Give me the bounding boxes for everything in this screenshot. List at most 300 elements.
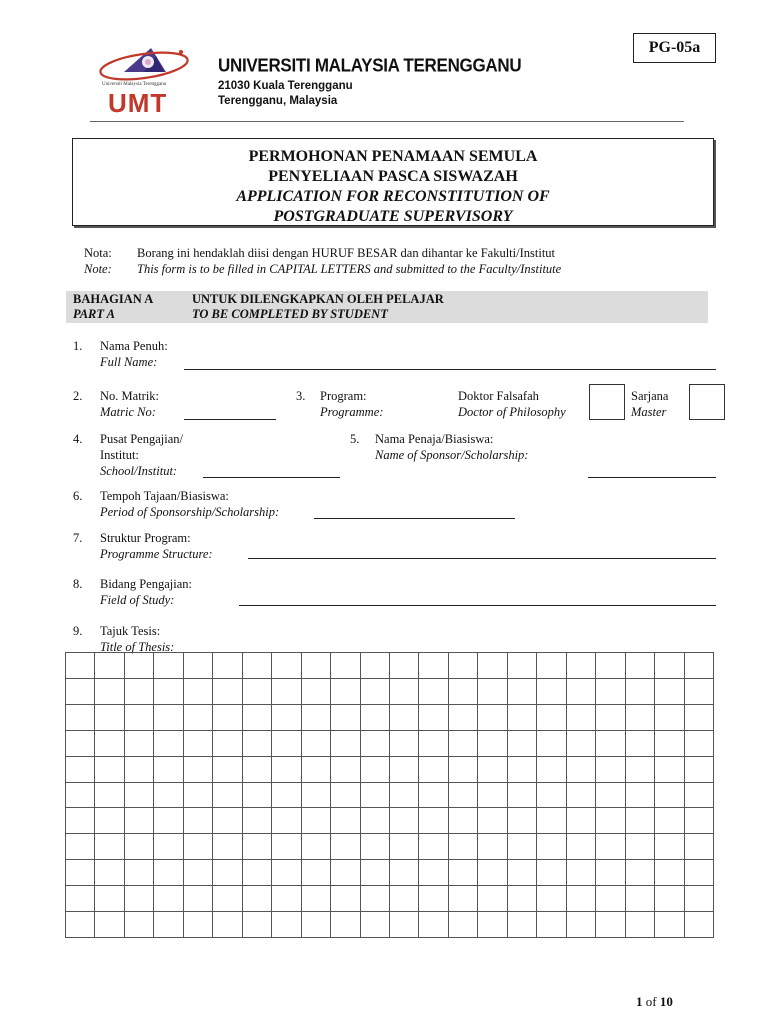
- thesis-grid-cell[interactable]: [66, 704, 95, 730]
- thesis-grid-cell[interactable]: [419, 808, 448, 834]
- programme-structure-input[interactable]: [248, 558, 716, 559]
- thesis-grid-cell[interactable]: [507, 860, 536, 886]
- thesis-grid-cell[interactable]: [596, 808, 625, 834]
- thesis-grid-cell[interactable]: [360, 808, 389, 834]
- thesis-grid-cell[interactable]: [389, 678, 418, 704]
- thesis-grid-cell[interactable]: [331, 653, 360, 679]
- thesis-grid-cell[interactable]: [301, 808, 330, 834]
- thesis-grid-cell[interactable]: [331, 704, 360, 730]
- sponsorship-period-label: Tempoh Tajaan/Biasiswa:: [100, 489, 229, 503]
- thesis-grid-cell[interactable]: [301, 886, 330, 912]
- thesis-grid-cell[interactable]: [596, 653, 625, 679]
- thesis-grid-cell[interactable]: [684, 886, 713, 912]
- field-6-number: 6.: [73, 489, 83, 503]
- thesis-grid-cell[interactable]: [242, 808, 271, 834]
- page-total: 10: [659, 994, 673, 1009]
- thesis-grid-cell[interactable]: [478, 912, 507, 938]
- thesis-grid-cell[interactable]: [507, 756, 536, 782]
- thesis-grid-cell[interactable]: [124, 912, 153, 938]
- thesis-grid-cell[interactable]: [95, 782, 124, 808]
- thesis-grid-cell[interactable]: [684, 678, 713, 704]
- thesis-grid-cell[interactable]: [301, 653, 330, 679]
- thesis-grid-cell[interactable]: [625, 756, 654, 782]
- thesis-grid-cell[interactable]: [360, 886, 389, 912]
- title-line-4: POSTGRADUATE SUPERVISORY: [273, 208, 513, 225]
- thesis-grid-cell[interactable]: [448, 912, 477, 938]
- thesis-grid-cell[interactable]: [213, 834, 242, 860]
- thesis-grid-cell[interactable]: [507, 678, 536, 704]
- title-line-3: APPLICATION FOR RECONSTITUTION OF: [236, 188, 550, 205]
- note-label-en: Note:: [84, 262, 112, 276]
- page-number: [636, 994, 673, 1010]
- thesis-grid-cell[interactable]: [301, 756, 330, 782]
- thesis-grid-cell[interactable]: [419, 730, 448, 756]
- thesis-grid-cell[interactable]: [95, 860, 124, 886]
- thesis-grid-cell[interactable]: [66, 653, 95, 679]
- thesis-title-grid[interactable]: [65, 652, 714, 938]
- thesis-grid-cell[interactable]: [154, 886, 183, 912]
- thesis-grid-cell[interactable]: [242, 782, 271, 808]
- thesis-grid-cell[interactable]: [478, 704, 507, 730]
- thesis-grid-cell[interactable]: [331, 808, 360, 834]
- thesis-grid-cell[interactable]: [419, 756, 448, 782]
- thesis-grid-cell[interactable]: [360, 704, 389, 730]
- thesis-grid-cell[interactable]: [537, 834, 566, 860]
- thesis-grid-cell[interactable]: [183, 886, 212, 912]
- thesis-grid-cell[interactable]: [684, 704, 713, 730]
- thesis-grid-cell[interactable]: [625, 886, 654, 912]
- field-7-number: 7.: [73, 531, 83, 545]
- thesis-grid-cell[interactable]: [95, 886, 124, 912]
- thesis-grid-cell[interactable]: [537, 808, 566, 834]
- page-of-label: of: [645, 994, 657, 1009]
- thesis-grid-cell[interactable]: [596, 730, 625, 756]
- thesis-grid-cell[interactable]: [625, 912, 654, 938]
- thesis-grid-cell[interactable]: [95, 678, 124, 704]
- thesis-grid-cell[interactable]: [272, 782, 301, 808]
- thesis-grid-cell[interactable]: [95, 808, 124, 834]
- thesis-grid-cell[interactable]: [95, 653, 124, 679]
- sponsorship-period-label-en: Period of Sponsorship/Scholarship:: [100, 505, 280, 519]
- thesis-grid-cell[interactable]: [360, 653, 389, 679]
- thesis-grid-cell[interactable]: [625, 834, 654, 860]
- thesis-grid-cell[interactable]: [507, 653, 536, 679]
- thesis-grid-row: [66, 808, 714, 834]
- umt-logo: [96, 42, 190, 118]
- thesis-grid-cell[interactable]: [507, 730, 536, 756]
- thesis-grid-cell[interactable]: [124, 860, 153, 886]
- thesis-grid-cell[interactable]: [213, 704, 242, 730]
- thesis-grid-cell[interactable]: [154, 860, 183, 886]
- sponsor-label-en: Name of Sponsor/Scholarship:: [375, 448, 529, 462]
- thesis-grid-cell[interactable]: [625, 860, 654, 886]
- thesis-grid-cell[interactable]: [331, 782, 360, 808]
- thesis-grid-row: [66, 860, 714, 886]
- address-line-1: 21030 Kuala Terengganu: [218, 80, 353, 92]
- thesis-grid-cell[interactable]: [655, 834, 684, 860]
- thesis-grid-cell[interactable]: [478, 886, 507, 912]
- thesis-grid-cell[interactable]: [124, 808, 153, 834]
- thesis-grid-cell[interactable]: [684, 912, 713, 938]
- thesis-grid-cell[interactable]: [242, 704, 271, 730]
- thesis-grid-cell[interactable]: [124, 782, 153, 808]
- thesis-grid-cell[interactable]: [301, 730, 330, 756]
- thesis-grid-row: [66, 886, 714, 912]
- thesis-grid-cell[interactable]: [183, 653, 212, 679]
- thesis-grid-cell[interactable]: [389, 782, 418, 808]
- thesis-grid-cell[interactable]: [596, 860, 625, 886]
- master-checkbox[interactable]: [689, 384, 725, 420]
- thesis-grid-cell[interactable]: [66, 808, 95, 834]
- school-input[interactable]: [203, 477, 340, 478]
- thesis-grid-cell[interactable]: [331, 756, 360, 782]
- thesis-title-label: Tajuk Tesis:: [100, 624, 161, 638]
- thesis-grid-cell[interactable]: [242, 912, 271, 938]
- thesis-grid-cell[interactable]: [537, 704, 566, 730]
- thesis-grid-cell[interactable]: [360, 782, 389, 808]
- thesis-grid-cell[interactable]: [684, 782, 713, 808]
- thesis-grid-cell[interactable]: [301, 704, 330, 730]
- programme-structure-label: Struktur Program:: [100, 531, 191, 545]
- thesis-grid-cell[interactable]: [684, 834, 713, 860]
- thesis-grid-cell[interactable]: [360, 730, 389, 756]
- full-name-input[interactable]: [184, 369, 716, 370]
- thesis-grid-cell[interactable]: [213, 912, 242, 938]
- thesis-grid-cell[interactable]: [655, 756, 684, 782]
- thesis-grid-cell[interactable]: [66, 730, 95, 756]
- thesis-grid-cell[interactable]: [537, 653, 566, 679]
- thesis-grid-cell[interactable]: [183, 860, 212, 886]
- thesis-grid-cell[interactable]: [478, 730, 507, 756]
- thesis-grid-cell[interactable]: [419, 834, 448, 860]
- thesis-grid-cell[interactable]: [596, 886, 625, 912]
- thesis-grid-cell[interactable]: [242, 678, 271, 704]
- thesis-grid-cell[interactable]: [596, 912, 625, 938]
- thesis-grid-cell[interactable]: [301, 782, 330, 808]
- thesis-grid-cell[interactable]: [566, 912, 595, 938]
- field-of-study-input[interactable]: [239, 605, 716, 606]
- thesis-grid-cell[interactable]: [66, 678, 95, 704]
- title-line-1: PERMOHONAN PENAMAAN SEMULA: [248, 148, 538, 165]
- thesis-grid-cell[interactable]: [124, 704, 153, 730]
- thesis-grid-cell[interactable]: [272, 912, 301, 938]
- thesis-grid-cell[interactable]: [596, 782, 625, 808]
- thesis-grid-cell[interactable]: [448, 886, 477, 912]
- thesis-grid-cell[interactable]: [655, 808, 684, 834]
- thesis-grid-cell[interactable]: [301, 678, 330, 704]
- thesis-grid-row: [66, 704, 714, 730]
- thesis-grid-cell[interactable]: [331, 730, 360, 756]
- thesis-grid-cell[interactable]: [478, 860, 507, 886]
- thesis-grid-cell[interactable]: [154, 653, 183, 679]
- part-label-en: PART A: [73, 307, 116, 321]
- address-line-2: Terengganu, Malaysia: [218, 95, 338, 107]
- thesis-grid-cell[interactable]: [596, 834, 625, 860]
- thesis-grid-cell[interactable]: [389, 756, 418, 782]
- field-8-number: 8.: [73, 577, 83, 591]
- full-name-label: Nama Penuh:: [100, 339, 168, 353]
- thesis-grid-cell[interactable]: [213, 756, 242, 782]
- thesis-grid-cell[interactable]: [684, 730, 713, 756]
- thesis-grid-cell[interactable]: [596, 678, 625, 704]
- thesis-grid-cell[interactable]: [242, 860, 271, 886]
- thesis-grid-cell[interactable]: [507, 704, 536, 730]
- thesis-grid-cell[interactable]: [684, 653, 713, 679]
- thesis-grid-cell[interactable]: [478, 653, 507, 679]
- thesis-grid-cell[interactable]: [448, 704, 477, 730]
- thesis-grid-cell[interactable]: [213, 730, 242, 756]
- thesis-grid-cell[interactable]: [301, 834, 330, 860]
- thesis-grid-cell[interactable]: [360, 678, 389, 704]
- full-name-label-en: Full Name:: [100, 355, 158, 369]
- thesis-grid-cell[interactable]: [66, 860, 95, 886]
- thesis-grid-cell[interactable]: [66, 912, 95, 938]
- thesis-grid-cell[interactable]: [242, 756, 271, 782]
- option-phd-label-en: Doctor of Philosophy: [458, 405, 566, 419]
- thesis-grid-cell[interactable]: [389, 860, 418, 886]
- thesis-grid-cell[interactable]: [448, 756, 477, 782]
- thesis-grid-cell[interactable]: [95, 756, 124, 782]
- thesis-grid-cell[interactable]: [331, 886, 360, 912]
- part-a-header: [66, 291, 708, 323]
- thesis-grid-cell[interactable]: [596, 704, 625, 730]
- sponsorship-period-input[interactable]: [314, 518, 515, 519]
- thesis-grid-cell[interactable]: [419, 782, 448, 808]
- thesis-grid-cell[interactable]: [625, 730, 654, 756]
- thesis-grid-cell[interactable]: [66, 886, 95, 912]
- thesis-grid-cell[interactable]: [389, 653, 418, 679]
- thesis-grid-cell[interactable]: [66, 834, 95, 860]
- thesis-grid-cell[interactable]: [360, 756, 389, 782]
- page-current: 1: [636, 994, 643, 1009]
- thesis-grid-cell[interactable]: [331, 834, 360, 860]
- thesis-grid-cell[interactable]: [389, 886, 418, 912]
- programme-label: Program:: [320, 389, 367, 403]
- thesis-grid-cell[interactable]: [419, 704, 448, 730]
- thesis-grid-cell[interactable]: [154, 756, 183, 782]
- thesis-grid-cell[interactable]: [213, 886, 242, 912]
- field-of-study-label: Bidang Pengajian:: [100, 577, 192, 591]
- thesis-grid-cell[interactable]: [360, 834, 389, 860]
- thesis-grid-cell[interactable]: [389, 730, 418, 756]
- thesis-grid-cell[interactable]: [242, 730, 271, 756]
- thesis-grid-cell[interactable]: [272, 678, 301, 704]
- thesis-grid-cell[interactable]: [183, 730, 212, 756]
- thesis-grid-cell[interactable]: [183, 678, 212, 704]
- thesis-grid-cell[interactable]: [183, 782, 212, 808]
- note-label-ms: Nota:: [84, 246, 112, 260]
- thesis-grid-cell[interactable]: [448, 678, 477, 704]
- thesis-grid-cell[interactable]: [566, 860, 595, 886]
- thesis-grid-cell[interactable]: [360, 860, 389, 886]
- thesis-grid-cell[interactable]: [478, 782, 507, 808]
- thesis-grid-cell[interactable]: [331, 860, 360, 886]
- thesis-grid-cell[interactable]: [684, 808, 713, 834]
- thesis-grid-cell[interactable]: [625, 782, 654, 808]
- thesis-grid-cell[interactable]: [507, 782, 536, 808]
- thesis-grid-cell[interactable]: [124, 678, 153, 704]
- title-line-2: PENYELIAAN PASCA SISWAZAH: [268, 168, 518, 185]
- thesis-grid-cell[interactable]: [655, 678, 684, 704]
- thesis-grid-cell[interactable]: [360, 912, 389, 938]
- thesis-grid-cell[interactable]: [154, 782, 183, 808]
- thesis-grid-cell[interactable]: [389, 912, 418, 938]
- thesis-grid-cell[interactable]: [183, 704, 212, 730]
- thesis-grid-cell[interactable]: [448, 782, 477, 808]
- thesis-grid-cell[interactable]: [242, 653, 271, 679]
- thesis-grid-cell[interactable]: [124, 834, 153, 860]
- thesis-grid-cell[interactable]: [448, 653, 477, 679]
- thesis-grid-cell[interactable]: [625, 808, 654, 834]
- thesis-grid-cell[interactable]: [566, 730, 595, 756]
- field-9-number: 9.: [73, 624, 83, 638]
- thesis-grid-cell[interactable]: [242, 834, 271, 860]
- thesis-grid-cell[interactable]: [272, 834, 301, 860]
- sponsor-label: Nama Penaja/Biasiswa:: [375, 432, 494, 446]
- thesis-grid-cell[interactable]: [419, 653, 448, 679]
- thesis-grid-cell[interactable]: [566, 808, 595, 834]
- thesis-grid-cell[interactable]: [213, 653, 242, 679]
- thesis-grid-cell[interactable]: [213, 860, 242, 886]
- phd-checkbox[interactable]: [589, 384, 625, 420]
- thesis-grid-cell[interactable]: [566, 756, 595, 782]
- thesis-grid-cell[interactable]: [389, 808, 418, 834]
- thesis-grid-cell[interactable]: [655, 730, 684, 756]
- thesis-grid-cell[interactable]: [655, 912, 684, 938]
- thesis-grid-cell[interactable]: [478, 808, 507, 834]
- thesis-grid-cell[interactable]: [124, 653, 153, 679]
- thesis-grid-cell[interactable]: [272, 886, 301, 912]
- thesis-grid-cell[interactable]: [537, 730, 566, 756]
- thesis-grid-cell[interactable]: [154, 678, 183, 704]
- thesis-grid-cell[interactable]: [124, 756, 153, 782]
- thesis-grid-cell[interactable]: [478, 756, 507, 782]
- thesis-grid-cell[interactable]: [124, 730, 153, 756]
- thesis-grid-cell[interactable]: [419, 678, 448, 704]
- thesis-grid-cell[interactable]: [213, 808, 242, 834]
- thesis-grid-cell[interactable]: [272, 653, 301, 679]
- thesis-grid-cell[interactable]: [183, 808, 212, 834]
- form-code: PG-05a: [633, 33, 716, 63]
- thesis-grid-cell[interactable]: [154, 730, 183, 756]
- thesis-grid-cell[interactable]: [272, 860, 301, 886]
- thesis-grid-cell[interactable]: [419, 860, 448, 886]
- thesis-grid-cell[interactable]: [95, 704, 124, 730]
- thesis-grid-cell[interactable]: [154, 808, 183, 834]
- thesis-grid-cell[interactable]: [95, 912, 124, 938]
- thesis-grid-cell[interactable]: [655, 886, 684, 912]
- thesis-grid-cell[interactable]: [478, 834, 507, 860]
- thesis-grid-cell[interactable]: [507, 886, 536, 912]
- logo-tagline: Universiti Malaysia Terengganu: [102, 82, 167, 87]
- thesis-grid-cell[interactable]: [537, 912, 566, 938]
- thesis-grid-cell[interactable]: [154, 704, 183, 730]
- thesis-grid-row: [66, 756, 714, 782]
- school-label-en: School/Institut:: [100, 464, 178, 478]
- form-title: [72, 138, 714, 226]
- thesis-grid-cell[interactable]: [183, 756, 212, 782]
- thesis-grid-cell[interactable]: [95, 834, 124, 860]
- thesis-grid-cell[interactable]: [448, 860, 477, 886]
- thesis-grid-cell[interactable]: [301, 860, 330, 886]
- thesis-grid-cell[interactable]: [419, 886, 448, 912]
- thesis-grid-cell[interactable]: [448, 834, 477, 860]
- thesis-grid-cell[interactable]: [389, 834, 418, 860]
- thesis-grid-cell[interactable]: [124, 886, 153, 912]
- note-text-ms: Borang ini hendaklah diisi dengan HURUF BESAR dan dihantar ke Fakulti/Institut: [137, 246, 556, 260]
- field-of-study-label-en: Field of Study:: [100, 593, 175, 607]
- thesis-grid-cell[interactable]: [66, 782, 95, 808]
- thesis-grid-cell[interactable]: [507, 912, 536, 938]
- note-text-en: This form is to be filled in CAPITAL LETTERS and submitted to the Faculty/Institute: [137, 262, 562, 276]
- thesis-grid-cell[interactable]: [448, 808, 477, 834]
- thesis-grid-cell[interactable]: [213, 678, 242, 704]
- thesis-grid-cell[interactable]: [566, 834, 595, 860]
- thesis-grid-cell[interactable]: [655, 704, 684, 730]
- thesis-grid-row: [66, 912, 714, 938]
- thesis-grid-cell[interactable]: [655, 782, 684, 808]
- thesis-grid-cell[interactable]: [331, 678, 360, 704]
- thesis-grid-cell[interactable]: [625, 678, 654, 704]
- thesis-grid-cell[interactable]: [419, 912, 448, 938]
- thesis-grid-cell[interactable]: [95, 730, 124, 756]
- thesis-grid-cell[interactable]: [66, 756, 95, 782]
- thesis-grid-cell[interactable]: [183, 834, 212, 860]
- thesis-grid-cell[interactable]: [625, 704, 654, 730]
- thesis-grid-cell[interactable]: [507, 834, 536, 860]
- thesis-grid-cell[interactable]: [242, 886, 271, 912]
- field-3-number: 3.: [296, 389, 306, 403]
- field-2-number: 2.: [73, 389, 83, 403]
- thesis-grid-cell[interactable]: [301, 912, 330, 938]
- thesis-grid-cell[interactable]: [566, 886, 595, 912]
- thesis-grid-cell[interactable]: [537, 782, 566, 808]
- thesis-grid-cell[interactable]: [684, 860, 713, 886]
- thesis-grid-cell[interactable]: [154, 912, 183, 938]
- thesis-grid-cell[interactable]: [537, 886, 566, 912]
- thesis-grid-cell[interactable]: [448, 730, 477, 756]
- thesis-grid-cell[interactable]: [213, 782, 242, 808]
- matric-no-input[interactable]: [184, 419, 276, 420]
- thesis-grid-cell[interactable]: [183, 912, 212, 938]
- thesis-grid-cell[interactable]: [154, 834, 183, 860]
- field-5-number: 5.: [350, 432, 360, 446]
- thesis-grid-cell[interactable]: [566, 678, 595, 704]
- thesis-grid-row: [66, 653, 714, 679]
- thesis-grid-cell[interactable]: [566, 653, 595, 679]
- thesis-grid-cell[interactable]: [331, 912, 360, 938]
- thesis-grid-cell[interactable]: [272, 756, 301, 782]
- sponsor-input[interactable]: [588, 477, 716, 478]
- thesis-grid-cell[interactable]: [389, 704, 418, 730]
- thesis-grid-cell[interactable]: [272, 808, 301, 834]
- logo-initials: UMT: [108, 88, 168, 118]
- thesis-grid-cell[interactable]: [655, 860, 684, 886]
- thesis-grid-cell[interactable]: [625, 653, 654, 679]
- thesis-grid-cell[interactable]: [537, 678, 566, 704]
- thesis-grid-cell[interactable]: [478, 678, 507, 704]
- thesis-grid-cell[interactable]: [566, 704, 595, 730]
- thesis-grid-cell[interactable]: [537, 860, 566, 886]
- thesis-grid-cell[interactable]: [684, 756, 713, 782]
- thesis-grid-cell[interactable]: [507, 808, 536, 834]
- thesis-grid-cell[interactable]: [272, 704, 301, 730]
- thesis-grid-cell[interactable]: [537, 756, 566, 782]
- thesis-grid-cell[interactable]: [566, 782, 595, 808]
- thesis-grid-cell[interactable]: [272, 730, 301, 756]
- thesis-grid-cell[interactable]: [655, 653, 684, 679]
- thesis-grid-cell[interactable]: [596, 756, 625, 782]
